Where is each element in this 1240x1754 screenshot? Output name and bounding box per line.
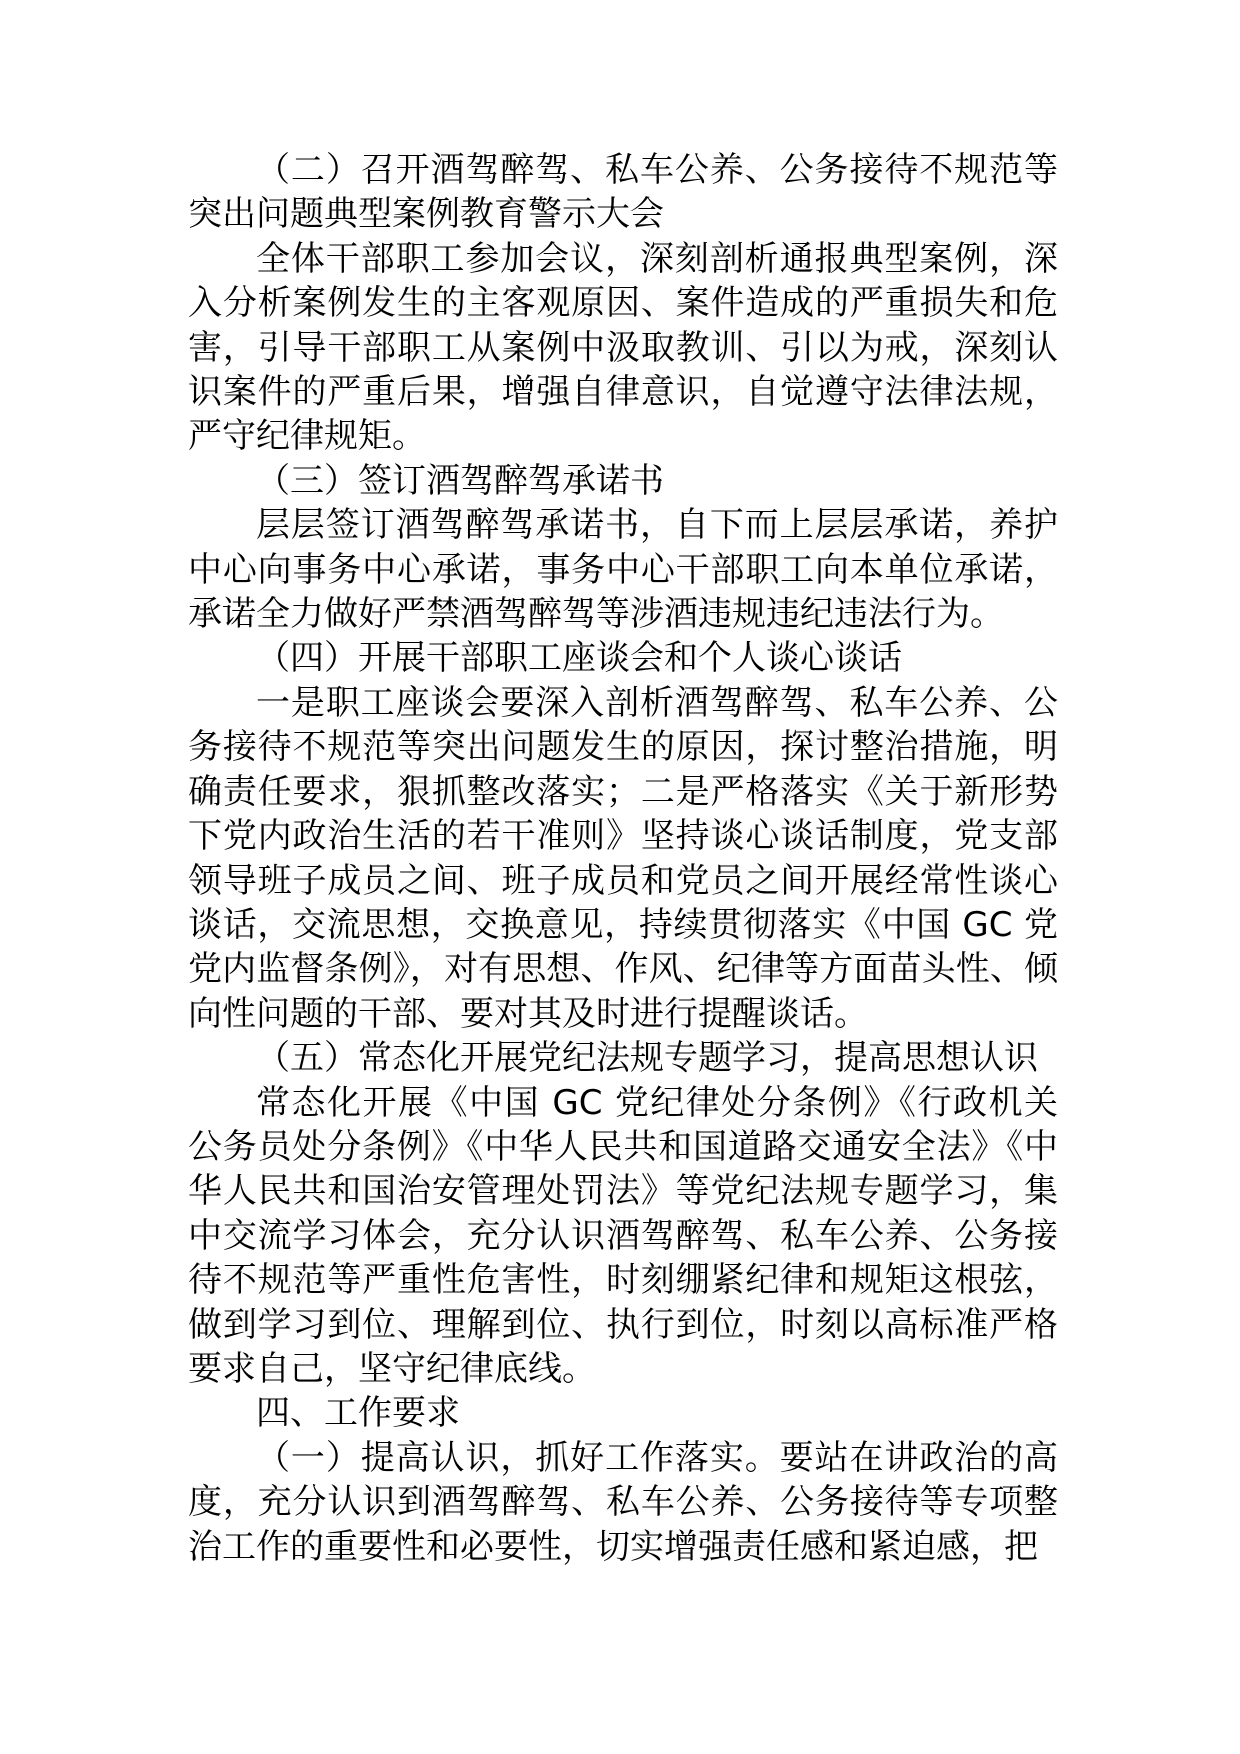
- body-paragraph: 一是职工座谈会要深入剖析酒驾醉驾、私车公养、公务接待不规范等突出问题发生的原因，探讨整治措施，明确责任要求，狠抓整改落实；二是严格落实《关于新形势下党内政治生活的若干准则》坚持谈心谈话制度，党支部领导班子成员之间、班子成员和党员之间开展经常性谈心谈话，交流思想，交换意见，持续贯彻落实《中国 GC 党党内监督条例》，对有思想、作风、纪律等方面苗头性、倾向性问题的干部、要对其及时进行提醒谈话。: [188, 682, 1058, 1034]
- body-paragraph: 层层签订酒驾醉驾承诺书，自下而上层层承诺，养护中心向事务中心承诺，事务中心干部职工向本单位承诺，承诺全力做好严禁酒驾醉驾等涉酒违规违纪违法行为。: [188, 505, 1058, 635]
- section-heading-2: （二）召开酒驾醉驾、私车公养、公务接待不规范等突出问题典型案例教育警示大会: [188, 150, 1058, 235]
- body-paragraph: 常态化开展《中国 GC 党纪律处分条例》《行政机关公务员处分条例》《中华人民共和国道路交通安全法》《中华人民共和国治安管理处罚法》等党纪法规专题学习，集中交流学习体会，充分认识酒驾醉驾、私车公养、公务接待不规范等严重性危害性，时刻绷紧纪律和规矩这根弦，做到学习到位、理解到位、执行到位，时刻以高标准严格要求自己，坚守纪律底线。: [188, 1082, 1058, 1389]
- chapter-heading: 四、工作要求: [256, 1393, 460, 1434]
- section-heading-4: （四）开展干部职工座谈会和个人谈心谈话: [256, 638, 902, 679]
- section-heading-5: （五）常态化开展党纪法规专题学习，提高思想认识: [256, 1038, 1038, 1079]
- body-paragraph: 全体干部职工参加会议，深刻剖析通报典型案例，深入分析案例发生的主客观原因、案件造成的严重损失和危害，引导干部职工从案例中汲取教训、引以为戒，深刻认识案件的严重后果，增强自律意识，自觉遵守法律法规，严守纪律规矩。: [188, 238, 1058, 457]
- body-paragraph: （一）提高认识，抓好工作落实。要站在讲政治的高度，充分认识到酒驾醉驾、私车公养、公务接待等专项整治工作的重要性和必要性，切实增强责任感和紧迫感，把: [188, 1437, 1058, 1567]
- section-heading-3: （三）签订酒驾醉驾承诺书: [256, 460, 664, 501]
- document-body: [188, 148, 1058, 1569]
